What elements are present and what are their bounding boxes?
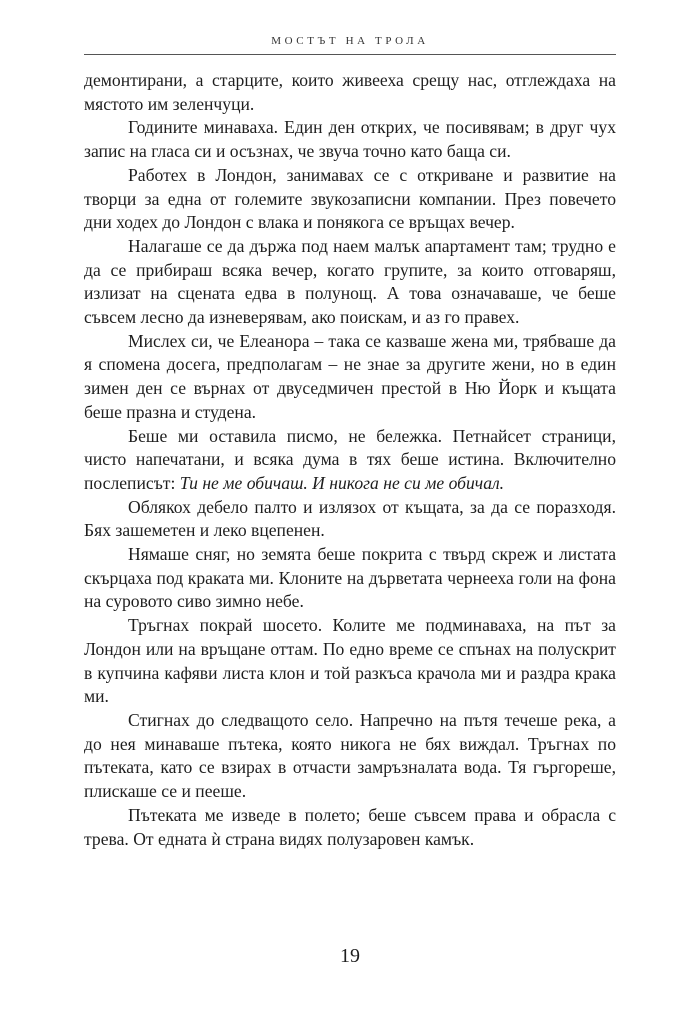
running-head: МОСТЪТ НА ТРОЛА [271,35,429,47]
paragraph-text: Беше ми оставила писмо, не бележка. Петнайсет страници, чисто напечатани, и всяка дума в тях беше истина. Включително послеписът: [84,425,616,493]
paragraph: Облякох дебело палто и излязох от къщата, за да се поразходя. Бях зашеметен и леко вцепенен. [84,496,616,541]
paragraph [84,425,616,496]
paragraph: Стигнах до следващото село. Напречно на пътя течеше река, а до нея минаваше пътека, която никога не бях виждал. Тръгнах по пътеката, като се взирах в отчасти замръзналата вода. Тя гъргореше, плискаше се и пееше. [84,709,616,802]
paragraph: Пътеката ме изведе в полето; беше съвсем права и обрасла с трева. От едната ѝ страна видях полузаровен камък. [84,804,616,849]
paragraph: Годините минаваха. Един ден открих, че посивявам; в друг чух запис на гласа си и осъзнах, че звуча точно като баща си. [84,117,616,162]
body-text [84,69,616,851]
paragraph: Тръгнах покрай шосето. Колите ме подминаваха, на път за Лондон или на връщане оттам. По едно време се спънах на полускрит в купчина кафяви листа клон и той разкъса крачола ми и раздра крака ми. [84,615,616,707]
paragraph: Нямаше сняг, но земята беше покрита с твърд скреж и листата скърцаха под краката ми. Клоните на дърветата чернееха голи на фона на суровото сиво зимно небе. [84,544,616,612]
postscript-quote: Ти не ме обичаш. И никога не си ме обичал. [179,472,505,493]
paragraph: Работех в Лондон, занимавах се с откриване и развитие на творци за една от големите звукозаписни компании. През повечето дни ходех до Лондон с влака и понякога се връщах вечер. [84,164,616,233]
paragraph: Мислех си, че Елеанора – така се казваше жена ми, трябваше да я спомена досега, предполагам – не знае за другите жени, но в един зимен ден се върнах от двуседмичен престой в Ню Йорк и къщата беше празна и студена. [84,330,616,422]
header-rule [84,54,616,55]
paragraph: демонтирани, а старците, които живееха срещу нас, отглеждаха на мястото им зеленчуци. [84,70,616,114]
page-number: 19 [340,945,360,967]
paragraph: Налагаше се да държа под наем малък апартамент там; трудно е да се прибираш всяка вечер, когато групите, за които отговаряш, излизат на сцената едва в полунощ. А това означаваше, че беше съвсем лесно да изневерявам, ако поискам, и аз го правех. [84,235,616,328]
